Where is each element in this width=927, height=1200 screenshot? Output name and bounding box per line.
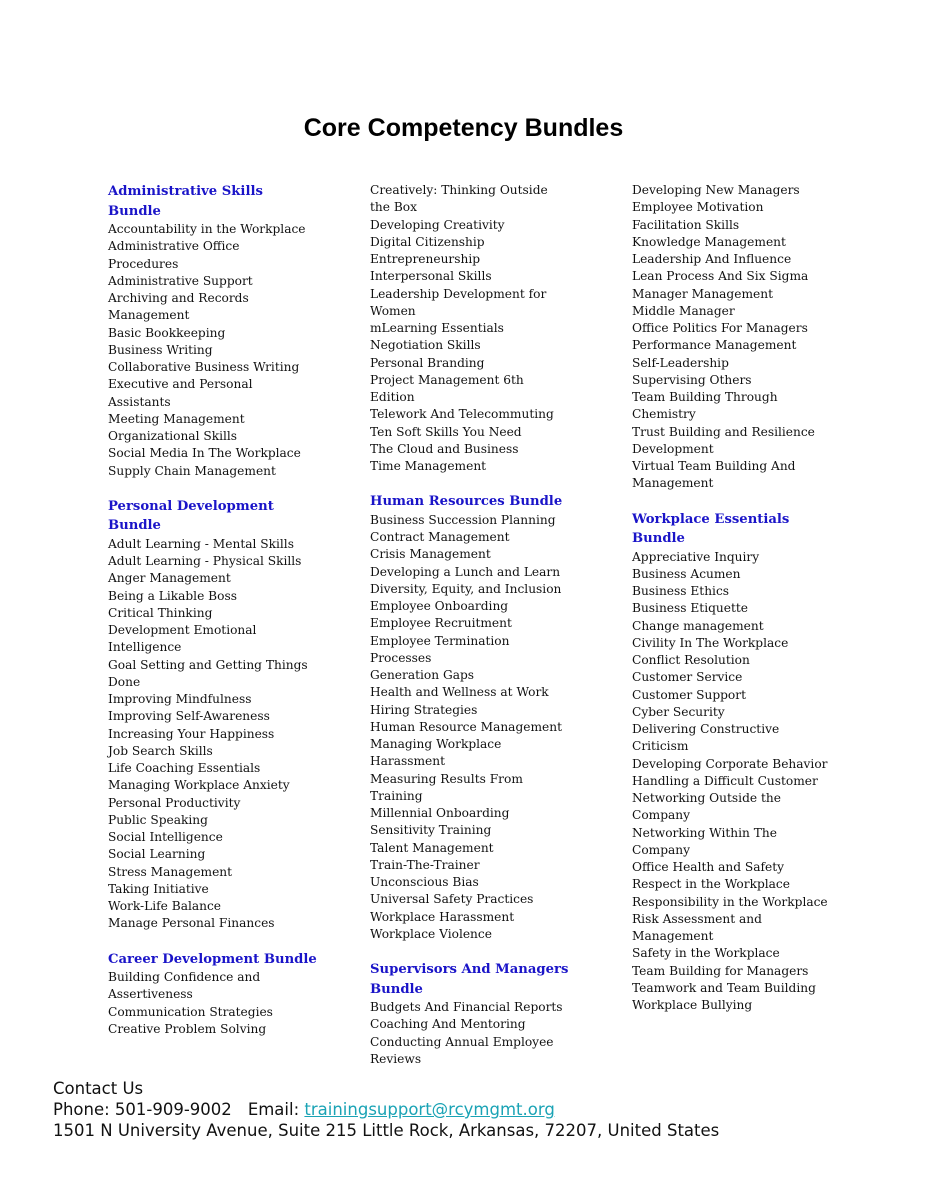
course-item: Sensitivity Training <box>370 823 492 838</box>
course-item: Management <box>632 476 714 491</box>
course-item: Crisis Management <box>370 547 491 562</box>
course-item: The Cloud and Business <box>370 441 519 456</box>
course-item: Ten Soft Skills You Need <box>370 424 522 439</box>
course-item: Office Health and Safety <box>632 860 784 874</box>
course-item: Generation Gaps <box>370 668 475 682</box>
course-item: Workplace Harassment <box>370 909 515 924</box>
course-item: Diversity, Equity, and Inclusion <box>370 581 562 596</box>
course-item: Negotiation Skills <box>370 338 481 353</box>
course-item: the Box <box>370 200 418 215</box>
course-item: Done <box>108 674 141 689</box>
course-item: Interpersonal Skills <box>370 269 492 284</box>
course-item: Meeting Management <box>108 411 245 426</box>
course-item: Customer Service <box>632 670 743 685</box>
course-item: Improving Mindfulness <box>108 692 252 706</box>
course-item: Employee Recruitment <box>370 616 512 631</box>
bundle-title <box>370 492 620 512</box>
course-item: Networking Outside the <box>632 791 781 805</box>
course-item: Company <box>632 808 691 823</box>
course-item: Conducting Annual Employee <box>370 1034 554 1049</box>
course-item: Organizational Skills <box>108 429 238 443</box>
course-item: Employee Termination <box>370 633 510 648</box>
course-item: Managing Workplace <box>370 737 502 751</box>
course-item: Chemistry <box>632 407 696 422</box>
course-item: Goal Setting and Getting Things <box>108 657 308 672</box>
course-item: Criticism <box>632 739 689 754</box>
course-item: Management <box>108 308 190 323</box>
contact-address: 1501 N University Avenue, Suite 215 Little Rock, Arkansas, 72207, United States <box>53 1121 720 1140</box>
course-item: Leadership And Influence <box>632 252 792 266</box>
course-item: Time Management <box>370 459 487 473</box>
bundle-section <box>632 182 882 493</box>
column-1 <box>108 182 358 1055</box>
bundle-title <box>632 510 882 549</box>
bundle-section <box>632 510 882 1015</box>
course-item: Appreciative Inquiry <box>632 549 760 564</box>
course-item: Delivering Constructive <box>632 722 780 736</box>
bundle-title-line: Administrative Skills <box>108 184 263 199</box>
course-item: Creatively: Thinking Outside <box>370 183 548 197</box>
course-item: Improving Self-Awareness <box>108 709 270 724</box>
course-item: Training <box>370 788 423 803</box>
bundle-title <box>108 950 358 970</box>
course-item: Business Writing <box>108 342 213 357</box>
course-item: Change management <box>632 618 764 633</box>
course-item: Team Building for Managers <box>632 963 809 978</box>
course-item: Developing Corporate Behavior <box>632 756 828 771</box>
course-item: Budgets And Financial Reports <box>370 1000 563 1014</box>
bundle-section <box>370 182 620 475</box>
bundle-title-line: Human Resources Bundle <box>370 494 563 510</box>
course-item: Anger Management <box>108 571 231 586</box>
bundle-title-line: Bundle <box>108 518 161 534</box>
course-item: Team Building Through <box>632 390 778 404</box>
course-item: Networking Within The <box>632 825 777 840</box>
course-item: Stress Management <box>108 864 233 879</box>
course-item: Knowledge Management <box>632 234 786 249</box>
course-item: Assertiveness <box>108 987 193 1002</box>
contact-phone: Phone: 501-909-9002 <box>53 1100 232 1119</box>
course-item: Critical Thinking <box>108 605 213 620</box>
course-item: Facilitation Skills <box>632 217 740 232</box>
bundle-title-line: Workplace Essentials <box>632 511 790 527</box>
course-item: Unconscious Bias <box>370 875 479 889</box>
course-item: Millennial Onboarding <box>370 806 510 820</box>
course-item: Respect in the Workplace <box>632 877 790 892</box>
course-item: Developing a Lunch and Learn <box>370 564 561 579</box>
course-item: Employee Motivation <box>632 200 764 215</box>
bundle-title-line: Supervisors And Managers <box>370 962 569 977</box>
course-item: Supply Chain Management <box>108 463 276 478</box>
course-item: Conflict Resolution <box>632 653 750 667</box>
course-item: Business Succession Planning <box>370 512 556 527</box>
course-item: Communication Strategies <box>108 1004 273 1019</box>
bundle-section <box>370 960 620 1068</box>
course-item: Building Confidence and <box>108 970 261 984</box>
bundle-title <box>370 960 620 999</box>
course-item: Project Management 6th <box>370 372 524 387</box>
course-item: Supervising Others <box>632 372 752 387</box>
course-item: Lean Process And Six Sigma <box>632 269 809 284</box>
course-item: Universal Safety Practices <box>370 892 534 907</box>
course-item: Intelligence <box>108 640 182 655</box>
course-item: Hiring Strategies <box>370 702 478 717</box>
bundle-title-line: Bundle <box>108 203 161 219</box>
course-item: Leadership Development for <box>370 286 547 301</box>
course-item: Management <box>632 929 714 943</box>
bundle-title <box>108 182 358 221</box>
course-item: Developing New Managers <box>632 183 800 197</box>
contact-heading: Contact Us <box>53 1079 144 1098</box>
course-item: Human Resource Management <box>370 719 562 734</box>
course-item: Risk Assessment and <box>632 911 762 926</box>
bundle-title-line: Career Development Bundle <box>108 951 317 967</box>
bundle-section <box>370 492 620 943</box>
course-item: Women <box>370 303 416 318</box>
bundle-title-line: Bundle <box>632 531 685 546</box>
course-item: Social Media In The Workplace <box>108 446 301 461</box>
course-item: Procedures <box>108 256 179 271</box>
course-item: Developing Creativity <box>370 217 505 232</box>
bundle-section <box>108 182 358 480</box>
course-item: Performance Management <box>632 338 797 353</box>
column-3 <box>632 182 882 1031</box>
course-item: Job Search Skills <box>108 743 213 758</box>
course-item: Collaborative Business Writing <box>108 360 300 374</box>
course-item: Telework And Telecommuting <box>370 407 554 422</box>
course-item: Creative Problem Solving <box>108 1021 267 1036</box>
course-item: Workplace Violence <box>370 926 492 941</box>
bundle-title-line: Bundle <box>370 981 423 997</box>
course-item: Executive and Personal <box>108 377 253 392</box>
course-item: Business Etiquette <box>632 601 748 616</box>
contact-block <box>53 1078 719 1141</box>
course-item: Manager Management <box>632 286 773 301</box>
course-item: Adult Learning - Physical Skills <box>108 554 302 568</box>
course-item: Harassment <box>370 754 446 769</box>
course-item: Middle Manager <box>632 303 735 318</box>
course-item: Cyber Security <box>632 704 725 719</box>
course-item: Being a Likable Boss <box>108 588 237 603</box>
course-item: Reviews <box>370 1051 422 1066</box>
course-item: mLearning Essentials <box>370 321 504 335</box>
page-title: Core Competency Bundles <box>303 114 624 142</box>
course-item: Contract Management <box>370 530 510 544</box>
course-item: Health and Wellness at Work <box>370 685 549 700</box>
column-2 <box>370 182 620 1085</box>
course-item: Development Emotional <box>108 623 257 637</box>
course-item: Virtual Team Building And <box>632 459 796 473</box>
bundle-title-line: Personal Development <box>108 498 274 514</box>
course-item: Customer Support <box>632 687 746 702</box>
course-item: Adult Learning - Mental Skills <box>108 536 294 551</box>
course-item: Business Ethics <box>632 584 730 598</box>
course-item: Development <box>632 441 714 456</box>
course-item: Workplace Bullying <box>632 998 753 1012</box>
course-item: Processes <box>370 650 432 665</box>
course-item: Administrative Support <box>108 273 253 288</box>
course-item: Train-The-Trainer <box>370 857 480 872</box>
contact-email-link[interactable]: trainingsupport@rcymgmt.org <box>304 1100 555 1119</box>
course-item: Assistants <box>108 394 171 409</box>
course-item: Personal Productivity <box>108 795 241 810</box>
course-item: Company <box>632 842 691 857</box>
course-item: Employee Onboarding <box>370 599 509 613</box>
bundle-title <box>108 497 358 536</box>
course-item: Social Intelligence <box>108 830 223 844</box>
course-item: Civility In The Workplace <box>632 635 789 650</box>
course-item: Business Acumen <box>632 566 741 581</box>
course-item: Manage Personal Finances <box>108 916 275 931</box>
bundle-section <box>108 950 358 1039</box>
course-item: Archiving and Records <box>108 291 249 305</box>
course-item: Life Coaching Essentials <box>108 761 261 775</box>
course-item: Teamwork and Team Building <box>632 980 816 995</box>
course-item: Public Speaking <box>108 812 208 827</box>
course-item: Office Politics For Managers <box>632 321 808 335</box>
course-item: Handling a Difficult Customer <box>632 773 818 788</box>
course-item: Coaching And Mentoring <box>370 1017 526 1032</box>
course-item: Edition <box>370 390 415 404</box>
course-item: Talent Management <box>370 840 494 855</box>
course-item: Social Learning <box>108 847 206 862</box>
contact-phone-email-line <box>53 1099 719 1120</box>
course-item: Basic Bookkeeping <box>108 325 226 340</box>
course-item: Accountability in the Workplace <box>108 222 306 236</box>
course-item: Trust Building and Resilience <box>632 424 815 439</box>
course-item: Managing Workplace Anxiety <box>108 778 290 793</box>
course-item: Taking Initiative <box>108 881 209 896</box>
course-item: Responsibility in the Workplace <box>632 894 828 909</box>
course-item: Measuring Results From <box>370 771 523 786</box>
course-item: Increasing Your Happiness <box>108 726 275 741</box>
course-item: Personal Branding <box>370 355 485 370</box>
course-item: Digital Citizenship <box>370 234 485 249</box>
course-item: Self-Leadership <box>632 355 729 370</box>
course-item: Administrative Office <box>108 239 240 254</box>
bundle-section <box>108 497 358 933</box>
contact-email-label: Email: <box>247 1100 300 1119</box>
course-item: Safety in the Workplace <box>632 946 780 961</box>
course-item: Work-Life Balance <box>108 899 222 913</box>
course-item: Entrepreneurship <box>370 252 481 266</box>
